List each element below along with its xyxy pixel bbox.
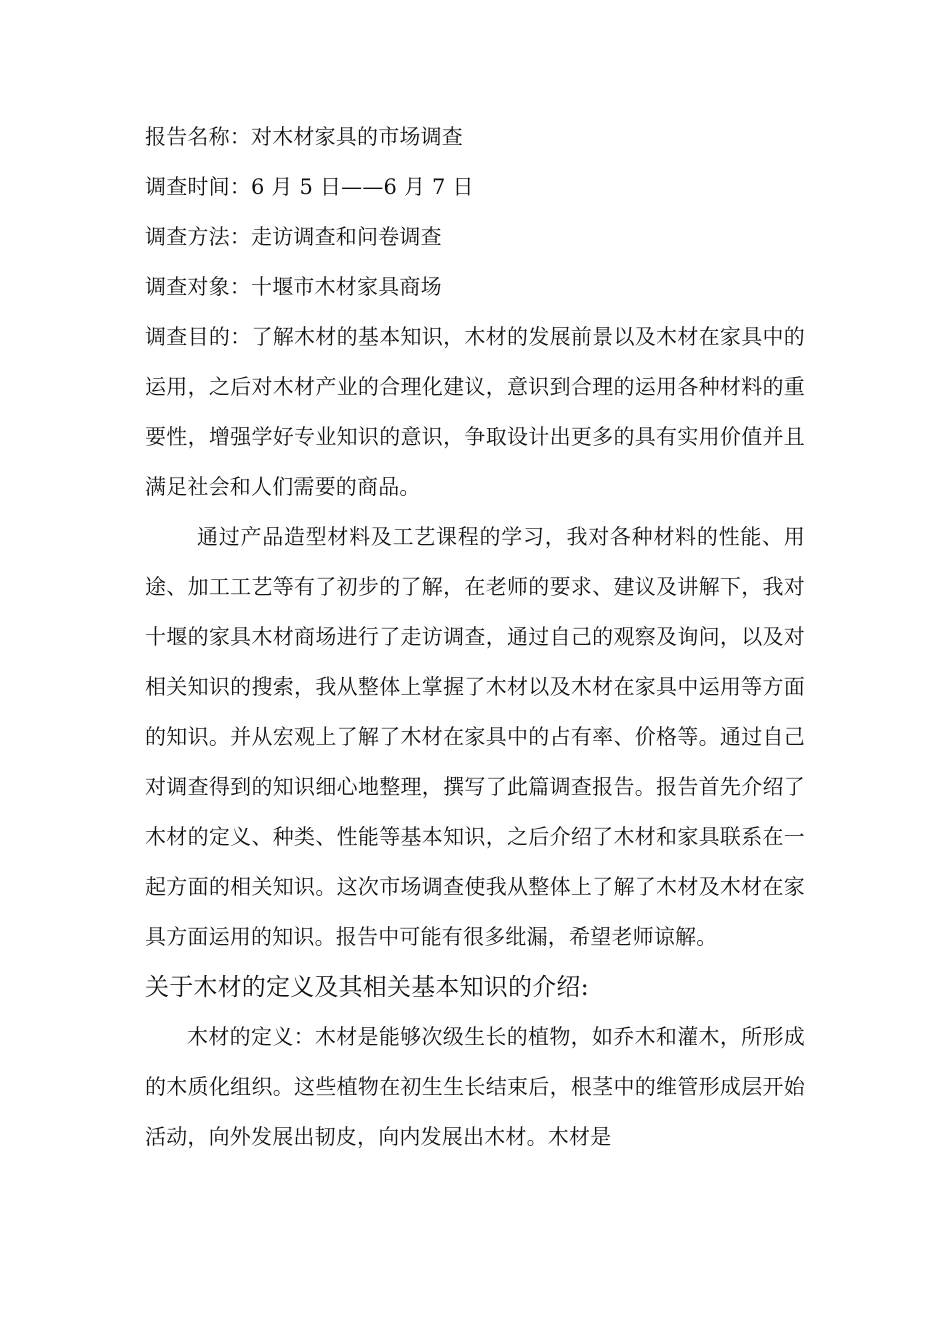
survey-time-line <box>145 162 805 212</box>
intro-paragraph: 通过产品造型材料及工艺课程的学习，我对各种材料的性能、用途、加工工艺等有了初步的了解，在老师的要求、建议及讲解下，我对十堰的家具木材商场进行了走访调查，通过自己的观察及询问，以及对相关知识的搜索，我从整体上掌握了木材以及木材在家具中运用等方面的知识。并从宏观上了解了木材在家具中的占有率、价格等。通过自己对调查得到的知识细心地整理，撰写了此篇调查报告。报告首先介绍了木材的定义、种类、性能等基本知识，之后介绍了木材和家具联系在一起方面的相关知识。这次市场调查使我从整体上了解了木材及木材在家具方面运用的知识。报告中可能有很多纰漏，希望老师谅解。 <box>145 525 805 949</box>
survey-method-label: 调查方法： <box>145 225 251 249</box>
survey-method-line <box>145 212 805 262</box>
report-name-label: 报告名称： <box>145 125 251 149</box>
survey-purpose-text: 了解木材的基本知识，木材的发展前景以及木材在家具中的运用，之后对木材产业的合理化建议，意识到合理的运用各种材料的重要性，增强学好专业知识的意识，争取设计出更多的具有实用价值并且满足社会和人们需要的商品。 <box>145 325 805 499</box>
survey-purpose-label: 调查目的： <box>145 325 252 349</box>
survey-time-label: 调查时间： <box>145 175 251 199</box>
survey-purpose-paragraph <box>145 312 805 512</box>
report-name-value: 对木材家具的市场调查 <box>251 125 463 149</box>
survey-target-label: 调查对象： <box>145 275 251 299</box>
survey-target-line <box>145 262 805 312</box>
report-name-line <box>145 112 805 162</box>
wood-definition-paragraph: 木材的定义：木材是能够次级生长的植物，如乔木和灌木，所形成的木质化组织。这些植物在初生生长结束后，根茎中的维管形成层开始活动，向外发展出韧皮，向内发展出木材。木材是 <box>145 1025 805 1149</box>
survey-method-value: 走访调查和问卷调查 <box>251 225 442 249</box>
section-heading: 关于木材的定义及其相关基本知识的介绍: <box>145 973 589 1001</box>
document-body <box>145 112 805 1162</box>
survey-time-value: 6 月 5 日——6 月 7 日 <box>251 175 474 199</box>
survey-target-value: 十堰市木材家具商场 <box>251 275 442 299</box>
